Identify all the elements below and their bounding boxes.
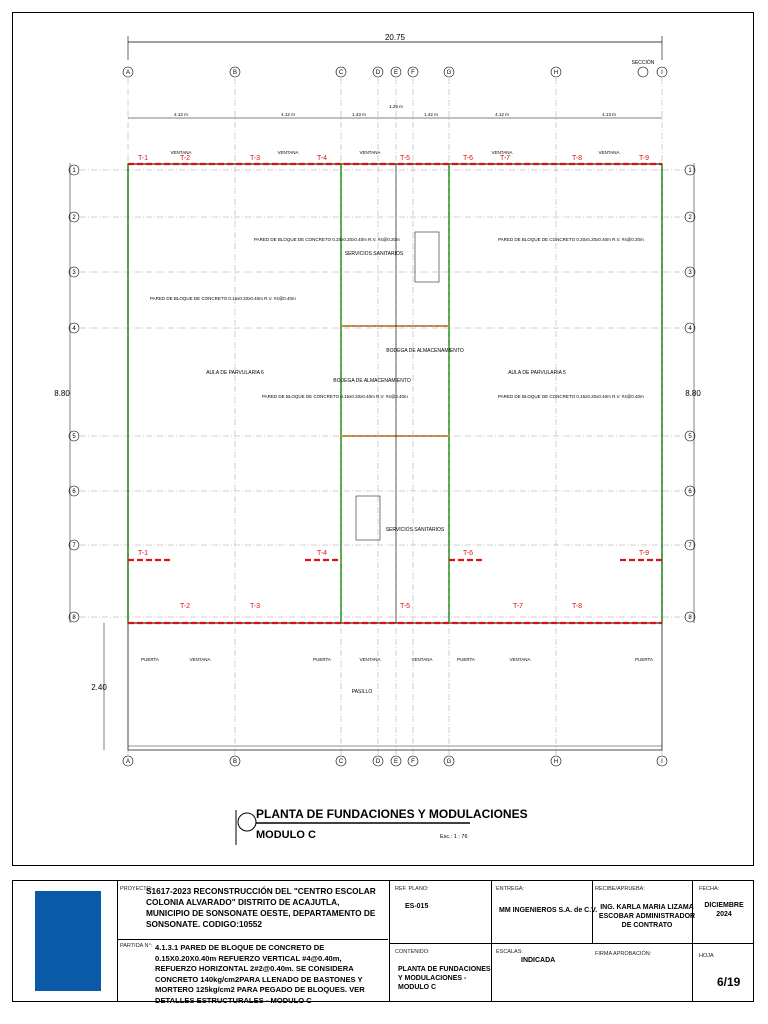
footing-label: T-8 bbox=[571, 603, 583, 610]
footing-label: T-4 bbox=[316, 155, 328, 162]
grid-letter: A bbox=[125, 759, 131, 765]
wall-note: PARED DE BLOQUE DE CONCRETO 0.20x0.20x0.40m R.V. #4@0.20m bbox=[254, 237, 400, 242]
window-label: VENTANA bbox=[189, 657, 211, 662]
footing-label: T-6 bbox=[462, 155, 474, 162]
door-label: PUERTA bbox=[313, 657, 331, 662]
fecha-label: FECHA: bbox=[699, 886, 720, 892]
footing-label: T-2 bbox=[179, 603, 191, 610]
escalas-value: INDICADA bbox=[521, 957, 556, 964]
grid-letter: I bbox=[661, 759, 663, 765]
footing-label: T-7 bbox=[512, 603, 524, 610]
grid-letter: C bbox=[338, 759, 344, 765]
grid-number: 3 bbox=[688, 270, 692, 276]
footing-label: T-9 bbox=[638, 550, 650, 557]
grid-number: 8 bbox=[688, 615, 692, 621]
hoja-value: 6/19 bbox=[717, 975, 741, 989]
window-label: VENTANA bbox=[411, 657, 433, 662]
room-left-class: AULA DE PARVULARIA 6 bbox=[206, 370, 264, 376]
footing-label: T-8 bbox=[571, 155, 583, 162]
title-marker bbox=[238, 813, 256, 831]
grid-number: 7 bbox=[688, 543, 692, 549]
room-services-bottom: SERVICIOS SANITARIOS bbox=[385, 527, 445, 533]
footing-label: T-9 bbox=[638, 155, 650, 162]
drawing-title: PLANTA DE FUNDACIONES Y MODULACIONES bbox=[256, 807, 528, 821]
grid-number: 8 bbox=[72, 615, 76, 621]
grid-number: 2 bbox=[688, 215, 692, 221]
title-block bbox=[12, 880, 754, 1005]
window-label: VENTANA bbox=[170, 150, 192, 155]
footing-label: T-1 bbox=[137, 550, 149, 557]
room-hall: PASILLO bbox=[351, 689, 373, 695]
footing-label: T-2 bbox=[179, 155, 191, 162]
footing-label: T-5 bbox=[399, 603, 411, 610]
corridor-height-dim: 2.40 bbox=[91, 683, 107, 692]
room-right-class: AULA DE PARVULARIA 5 bbox=[508, 370, 566, 376]
section-marker bbox=[638, 67, 648, 77]
grid-number: 6 bbox=[688, 489, 692, 495]
window-label: VENTANA bbox=[359, 657, 381, 662]
wall-note: PARED DE BLOQUE DE CONCRETO 0.15x0.20x0.40m R.V. #4@0.40m bbox=[150, 296, 296, 301]
fecha-value: DICIEMBRE 2024 bbox=[704, 902, 744, 918]
project-text: S1617-2023 RECONSTRUCCIÓN DEL "CENTRO ESCOLAR COLONIA ALVARADO" DISTRITO DE ACAJUTLA, MUNICIPIO DE SONSONATE OESTE, DEPARTAMENTO DE SONSONATE. CODIGO:10552 bbox=[146, 886, 376, 929]
grid-letters-top bbox=[123, 67, 667, 77]
door-label: PUERTA bbox=[635, 657, 653, 662]
recibe-value: ING. KARLA MARIA LIZAMA ESCOBAR ADMINISTRADOR DE CONTRATO bbox=[598, 904, 696, 929]
scale-note: Esc.: 1 : 76 bbox=[440, 834, 468, 840]
partida-text: 4.1.3.1 PARED DE BLOQUE DE CONCRETO DE 0.15X0.20X0.40m REFUERZO VERTICAL #4@0.40m, REFUERZO HORIZONTAL 2#2@0.40m. SE CONSIDERA CONCRETO 140kg/cm2PARA LLENADO DE BASTONES Y MORTERO 125kg/cm2 PARA PEGADO DE BLOQUES. VER DETALLES ESTRUCTURALES - MODULO C bbox=[155, 943, 365, 1005]
openings-labels bbox=[141, 150, 653, 662]
grid-letter: E bbox=[393, 759, 399, 765]
entrega-label: ENTREGA: bbox=[496, 886, 525, 892]
grid-letter: D bbox=[375, 70, 381, 76]
window-label: VENTANA bbox=[359, 150, 381, 155]
recibe-label: RECIBE/APRUEBA: bbox=[595, 886, 645, 892]
total-width-dim: 20.75 bbox=[384, 33, 406, 42]
grid-number: 5 bbox=[72, 434, 76, 440]
dim-text: 1.25 m bbox=[389, 104, 403, 109]
hoja-label: HOJA bbox=[699, 953, 714, 959]
wall-note: PARED DE BLOQUE DE CONCRETO 0.15x0.20x0.40m R.V. #4@0.40m bbox=[262, 394, 408, 399]
dimension-row bbox=[128, 104, 662, 118]
right-height-dim: 8.80 bbox=[685, 389, 701, 398]
firma-label: FIRMA APROBACIÓN: bbox=[595, 951, 652, 957]
grid-number: 6 bbox=[72, 489, 76, 495]
window-label: VENTANA bbox=[491, 150, 513, 155]
dim-text: 4.13 m bbox=[174, 112, 188, 117]
grid-number: 4 bbox=[72, 326, 76, 332]
footing-label: T-4 bbox=[316, 550, 328, 557]
contenido-label: CONTENIDO: bbox=[395, 949, 430, 955]
window-label: VENTANA bbox=[598, 150, 620, 155]
wall-note: PARED DE BLOQUE DE CONCRETO 0.20x0.20x0.40m R.V. #4@0.20m bbox=[498, 237, 644, 242]
grid-letter: B bbox=[232, 759, 238, 765]
grid-letter: D bbox=[375, 759, 381, 765]
escalas-label: ESCALAS: bbox=[496, 949, 523, 955]
footing-label: T-3 bbox=[249, 155, 261, 162]
drawing-subtitle: MODULO C bbox=[256, 829, 316, 841]
grid-number: 1 bbox=[72, 168, 76, 174]
window-label: VENTANA bbox=[509, 657, 531, 662]
grid-letters-bottom bbox=[123, 756, 667, 766]
project-label: PROYECTO: bbox=[120, 886, 153, 892]
grid-letter: C bbox=[338, 70, 344, 76]
grid-number: 1 bbox=[688, 168, 692, 174]
dim-text: 4.12 m bbox=[495, 112, 509, 117]
grid-letter: G bbox=[446, 70, 452, 76]
grid-letter: H bbox=[553, 759, 559, 765]
grid-number: 3 bbox=[72, 270, 76, 276]
footing-label: T-3 bbox=[249, 603, 261, 610]
wall-note: PARED DE BLOQUE DE CONCRETO 0.15x0.20x0.40m R.V. #4@0.40m bbox=[498, 394, 644, 399]
grid-letter: F bbox=[411, 759, 415, 765]
room-storage-1: BODEGA DE ALMACENAMIENTO bbox=[333, 378, 411, 384]
door-label: PUERTA bbox=[457, 657, 475, 662]
grid-letter: A bbox=[125, 70, 131, 76]
footing-labels-bottom bbox=[138, 550, 649, 610]
contenido-value: PLANTA DE FUNDACIONES Y MODULACIONES - MODULO C bbox=[398, 966, 491, 991]
dim-text: 4.13 m bbox=[602, 112, 616, 117]
window-label: VENTANA bbox=[277, 150, 299, 155]
footing-label: T-1 bbox=[137, 155, 149, 162]
footing-label: T-5 bbox=[399, 155, 411, 162]
dim-text: 1.43 m bbox=[352, 112, 366, 117]
dim-text: 1.42 m bbox=[424, 112, 438, 117]
grid-number: 7 bbox=[72, 543, 76, 549]
room-labels bbox=[206, 251, 566, 695]
grid-letter: F bbox=[411, 70, 415, 76]
section-label: SECCIÓN bbox=[631, 60, 655, 66]
grid-letter: I bbox=[661, 70, 663, 76]
grid-number: 2 bbox=[72, 215, 76, 221]
grid-letter: B bbox=[232, 70, 238, 76]
dim-text: 4.12 m bbox=[281, 112, 295, 117]
grid-letter: G bbox=[446, 759, 452, 765]
room-storage-2: BODEGA DE ALMACENAMIENTO bbox=[386, 348, 464, 354]
grid-letter: E bbox=[393, 70, 399, 76]
partida-label: PARTIDA N°: bbox=[120, 943, 153, 949]
entrega-value: MM INGENIEROS S.A. de C.V. bbox=[499, 907, 598, 914]
footing-label: T-7 bbox=[499, 155, 511, 162]
footing-label: T-6 bbox=[462, 550, 474, 557]
ref-value: ES-015 bbox=[405, 903, 429, 910]
room-services-top: SERVICIOS SANITARIOS bbox=[344, 251, 404, 257]
grid-letter: H bbox=[553, 70, 559, 76]
door-label: PUERTA bbox=[141, 657, 159, 662]
ref-label: REF. PLANO: bbox=[395, 886, 429, 892]
left-height-dim: 8.80 bbox=[54, 389, 70, 398]
grid-number: 5 bbox=[688, 434, 692, 440]
footing-labels-top bbox=[138, 155, 649, 162]
grid-number: 4 bbox=[688, 326, 692, 332]
